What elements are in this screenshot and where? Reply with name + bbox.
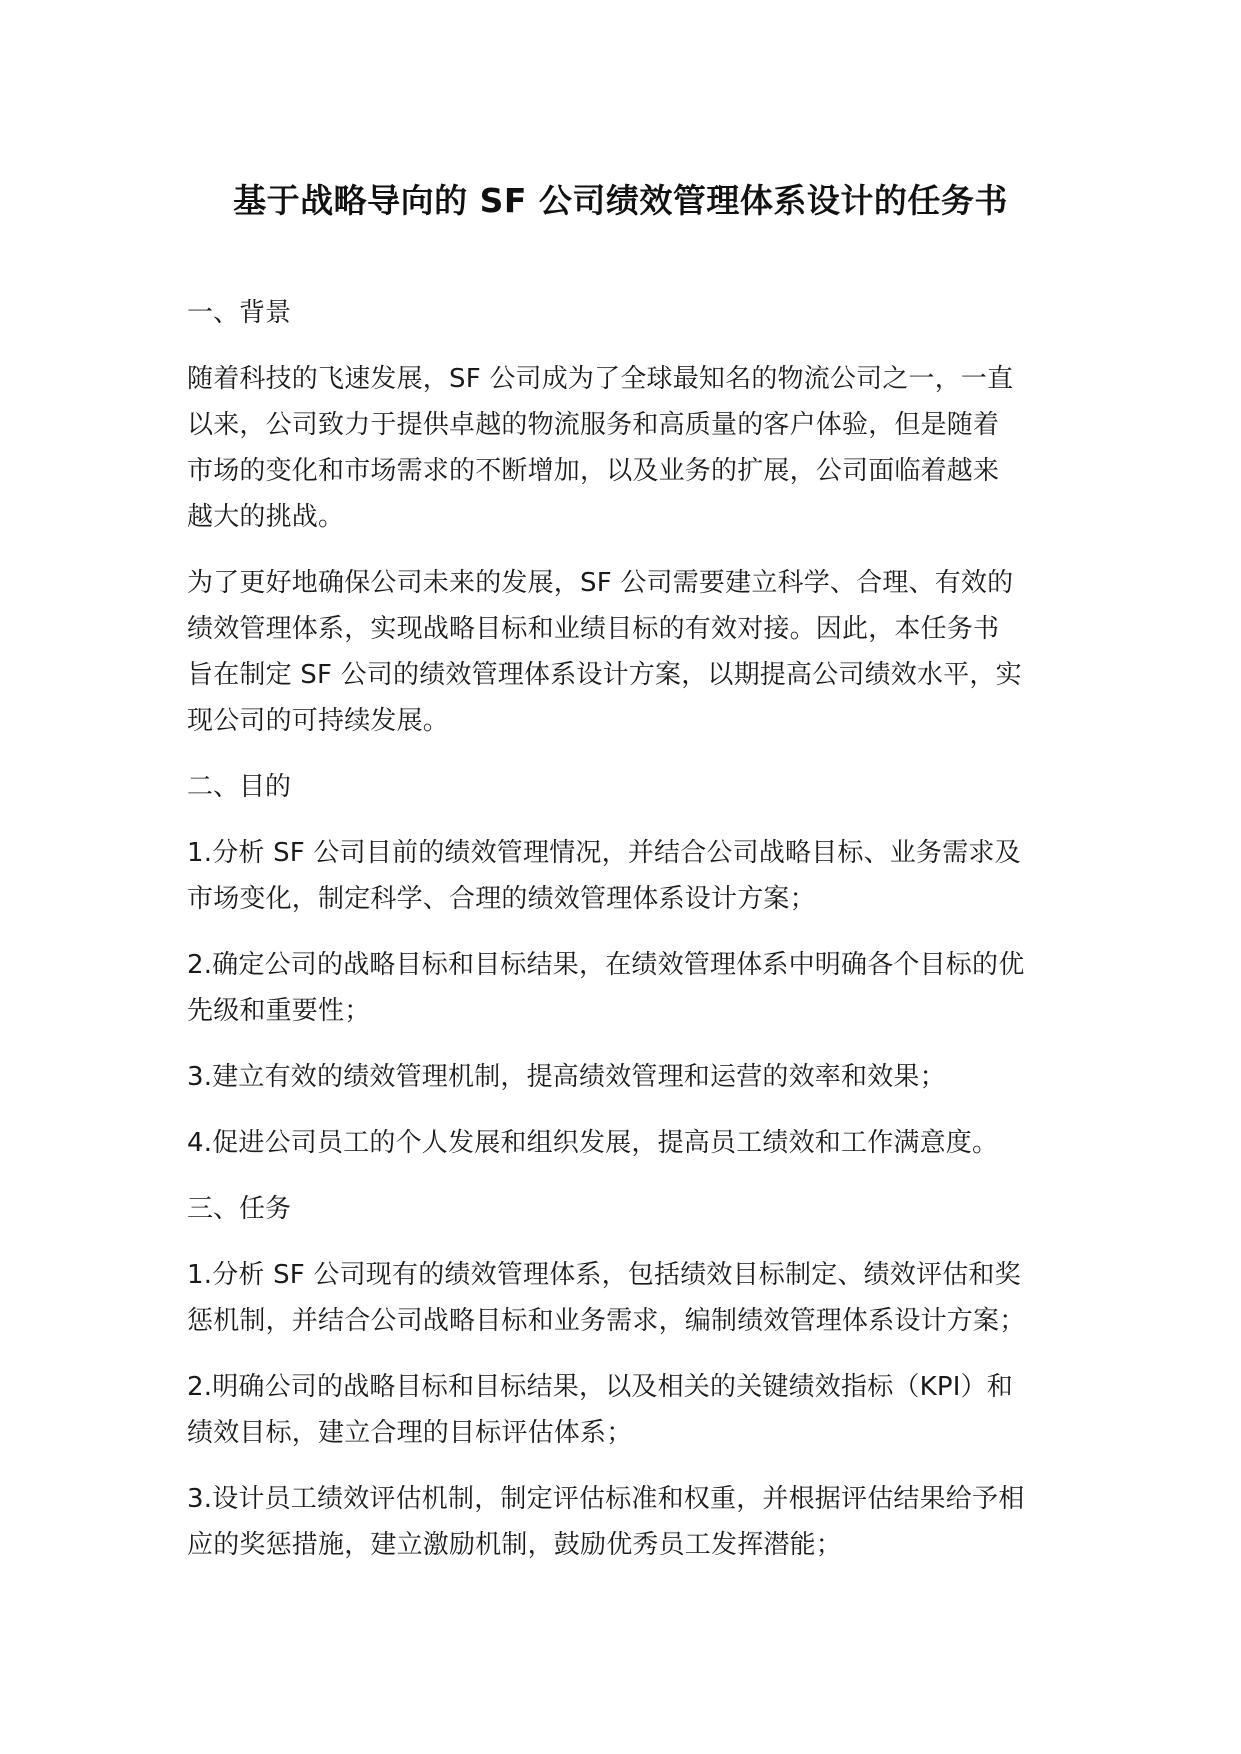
section-heading-tasks: 三、任务 [187,1194,292,1224]
purpose-item-4: 4.促进公司员工的个人发展和组织发展，提高员工绩效和工作满意度。 [187,1128,999,1158]
document-body [187,290,1077,1588]
document-title: 基于战略导向的 SF 公司绩效管理体系设计的任务书 [233,181,1008,220]
background-paragraph-1: 随着科技的飞速发展，SF 公司成为了全球最知名的物流公司之一，一直 以来，公司致力于提供卓越的物流服务和高质量的客户体验，但是随着 市场的变化和市场需求的不断增加，以及业务的扩展，公司面临着越来 越大的挑战。 [187,364,1014,532]
background-paragraph-2: 为了更好地确保公司未来的发展，SF 公司需要建立科学、合理、有效的 绩效管理体系，实现战略目标和业绩目标的有效对接。因此，本任务书 旨在制定 SF 公司的绩效管理体系设计方案，以期提高公司绩效水平，实 现公司的可持续发展。 [187,568,1022,736]
purpose-item-2: 2.确定公司的战略目标和目标结果，在绩效管理体系中明确各个目标的优 先级和重要性； [187,950,1025,1026]
section-heading-background: 一、背景 [187,298,292,328]
purpose-item-1: 1.分析 SF 公司目前的绩效管理情况，并结合公司战略目标、业务需求及 市场变化，制定科学、合理的绩效管理体系设计方案； [187,838,1021,914]
purpose-item-3: 3.建立有效的绩效管理机制，提高绩效管理和运营的效率和效果； [187,1062,946,1092]
task-item-2: 2.明确公司的战略目标和目标结果，以及相关的关键绩效指标（KPI）和 绩效目标，建立合理的目标评估体系； [187,1372,1014,1448]
task-item-3: 3.设计员工绩效评估机制，制定评估标准和权重，并根据评估结果给予相 应的奖惩措施，建立激励机制，鼓励优秀员工发挥潜能； [187,1484,1025,1560]
section-heading-purpose: 二、目的 [187,772,292,802]
task-item-1: 1.分析 SF 公司现有的绩效管理体系，包括绩效目标制定、绩效评估和奖 惩机制，并结合公司战略目标和业务需求，编制绩效管理体系设计方案； [187,1260,1026,1336]
